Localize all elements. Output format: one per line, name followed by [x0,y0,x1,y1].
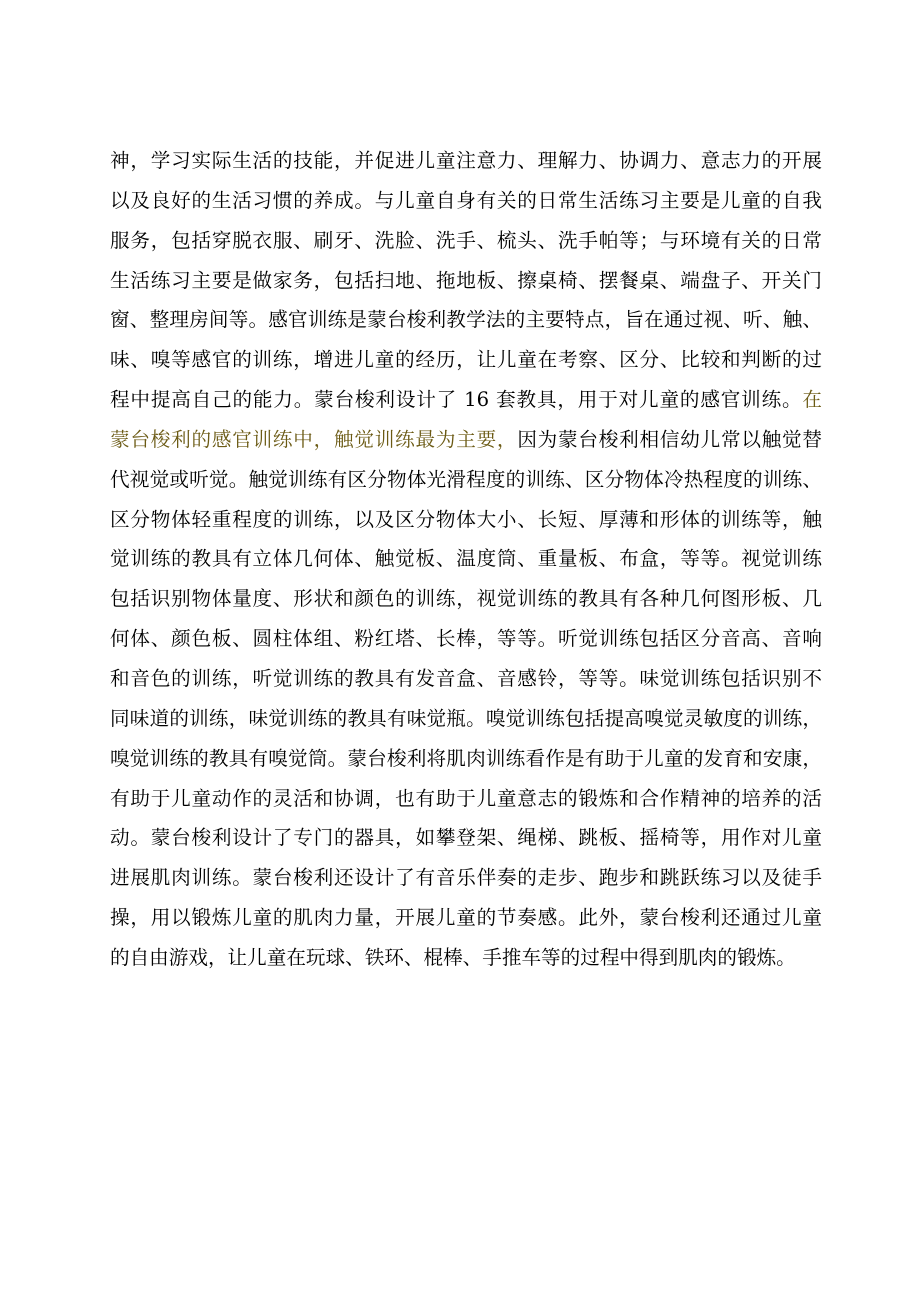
text-line-15: 同味道的训练，味觉训练的教具有味觉瓶。嗅觉训练包括提高嗅觉灵敏度的训练， [110,706,822,730]
text-line-16: 嗅觉训练的教具有嗅觉筒。蒙台梭利将肌肉训练看作是有助于儿童的发育和安康， [110,746,822,770]
text-line-9: 代视觉或听觉。触觉训练有区分物体光滑程度的训练、区分物体冷热程度的训练、 [110,467,822,491]
text-line-1: 神，学习实际生活的技能，并促进儿童注意力、理解力、协调力、意志力的开展 [110,149,822,172]
text-line-19: 进展肌肉训练。蒙台梭利还设计了有音乐伴奏的走步、跑步和跳跃练习以及徒手 [110,866,822,890]
text-line-5: 窗、整理房间等。感官训练是蒙台梭利教学法的主要特点，旨在通过视、听、触、 [110,308,822,332]
text-line-11: 觉训练的教具有立体几何体、触觉板、温度筒、重量板、布盒，等等。视觉训练 [110,547,822,571]
text-line-7-main: 程中提高自己的能力。蒙台梭利设计了 16 套教具，用于对儿童的感官训练。 [110,388,803,412]
text-line-20: 操，用以锻炼儿童的肌肉力量，开展儿童的节奏感。此外，蒙台梭利还通过儿童 [110,906,822,930]
text-line-8-rest: 因为蒙台梭利相信幼儿常以触觉替 [517,427,823,451]
highlighted-text: 在 [802,388,822,412]
text-line-2: 以及良好的生活习惯的养成。与儿童自身有关的日常生活练习主要是儿童的自我 [110,188,822,212]
text-line-3: 服务，包括穿脱衣服、刷牙、洗脸、洗手、梳头、洗手帕等；与环境有关的日常 [110,228,822,252]
text-line-7 [110,380,822,420]
text-line-12: 包括识别物体量度、形状和颜色的训练，视觉训练的教具有各种几何图形板、几 [110,587,822,611]
text-line-17: 有助于儿童动作的灵活和协调，也有助于儿童意志的锻炼和合作精神的培养的活 [110,786,822,810]
text-line-14: 和音色的训练，听觉训练的教具有发音盒、音感铃，等等。味觉训练包括识别不 [110,666,822,690]
text-line-10: 区分物体轻重程度的训练，以及区分物体大小、长短、厚薄和形体的训练等，触 [110,507,822,531]
text-line-6: 味、嗅等感官的训练，增进儿童的经历，让儿童在考察、区分、比较和判断的过 [110,348,822,372]
text-line-8 [110,420,822,460]
text-line-21: 的自由游戏，让儿童在玩球、铁环、棍棒、手推车等的过程中得到肌肉的锻炼。 [110,945,796,969]
text-line-18: 动。蒙台梭利设计了专门的器具，如攀登架、绳梯、跳板、摇椅等，用作对儿童 [110,826,822,850]
body-text [110,141,822,978]
highlighted-text: 蒙台梭利的感官训练中，触觉训练最为主要， [110,427,518,451]
text-line-4: 生活练习主要是做家务，包括扫地、拖地板、擦桌椅、摆餐桌、端盘子、开关门 [110,268,822,292]
text-line-13: 何体、颜色板、圆柱体组、粉红塔、长棒，等等。听觉训练包括区分音高、音响 [110,627,822,651]
